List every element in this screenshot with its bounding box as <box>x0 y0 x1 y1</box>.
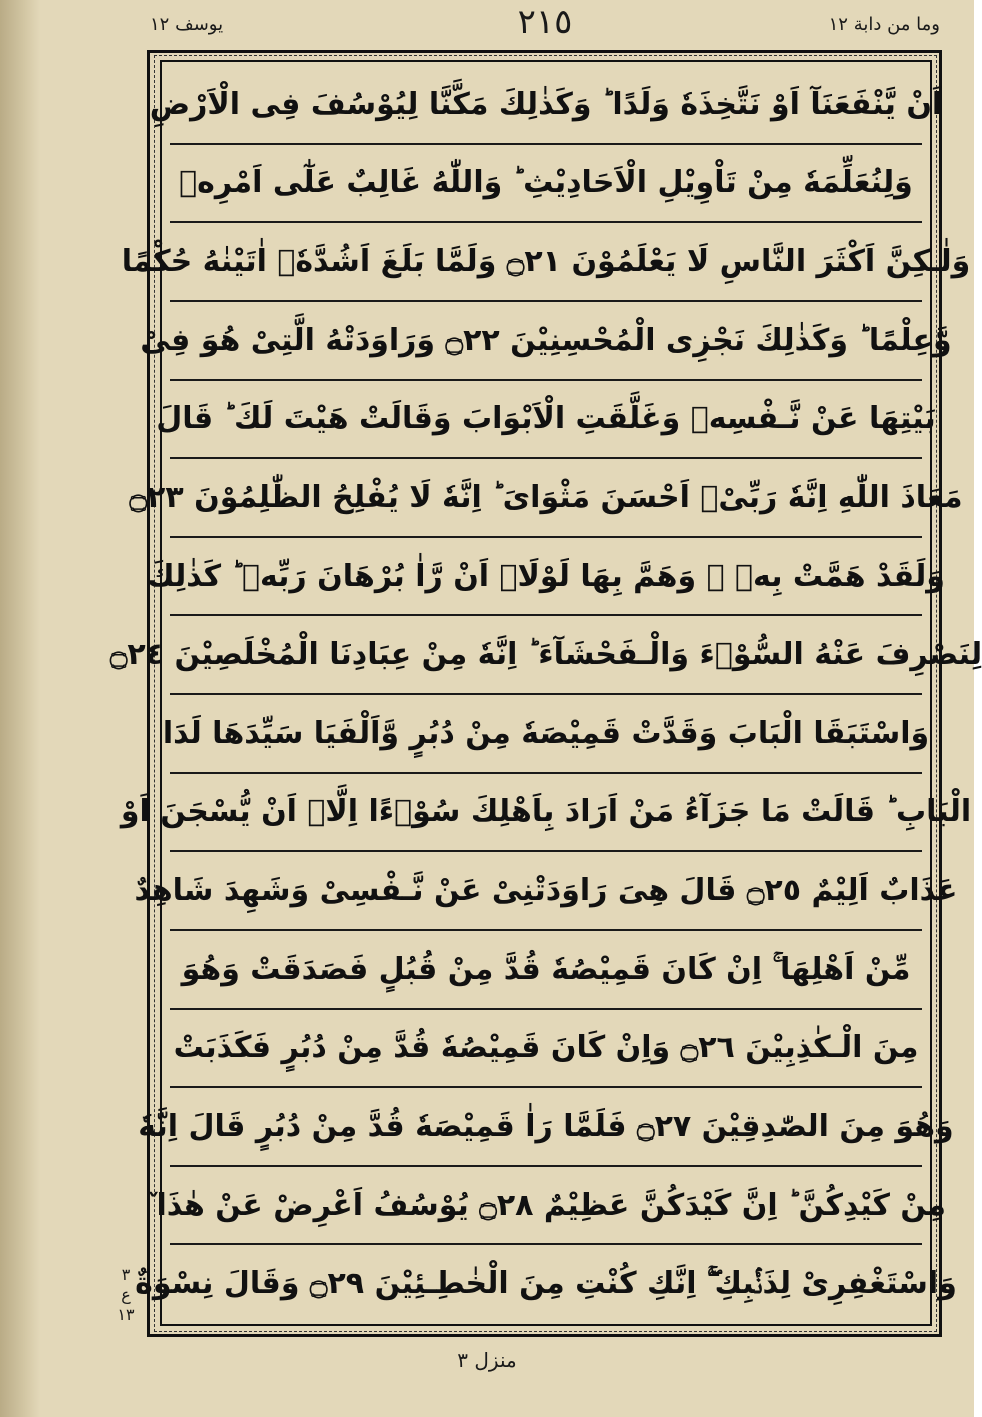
page-header <box>150 0 940 50</box>
verse-line: لِنَصْرِفَ عَنْهُ السُّوْۤءَ وَالْـفَحْشَآءَ ؕ اِنَّهٗ مِنْ عِبَادِنَا الْمُخْلَصِيْنَ ۝٢٤ <box>170 616 922 695</box>
ruku-marker-line: ١٣ <box>117 1305 135 1324</box>
juz-label: وما من دابة ١٢ <box>828 14 940 35</box>
verse-line: وَّعِلْمًا ؕ وَكَذٰلِكَ نَجْزِى الْمُحْسِنِيْنَ ۝٢٢ وَرَاوَدَتْهُ الَّتِىْ هُوَ فِىْ <box>170 302 922 381</box>
verse-line: الْبَابِ ؕ قَالَتْ مَا جَزَآءُ مَنْ اَرَادَ بِاَهْلِكَ سُوْۤءًا اِلَّاۤ اَنْ يُّسْجَنَ اَوْ <box>170 774 922 853</box>
surah-label: يوسف ١٢ <box>150 14 224 35</box>
verse-line: وَاسْتَغْفِرِىْ لِذَنْۢبِكِ ۖۚ اِنَّكِ كُنْتِ مِنَ الْخٰطِـئِيْنَ ۝٢٩ وَقَالَ نِسْوَةٌ <box>135 1266 957 1302</box>
verse-line: اَنْ يَّنْفَعَنَآ اَوْ نَتَّخِذَهٗ وَلَدًا ؕ وَكَذٰلِكَ مَكَّنَّا لِيُوْسُفَ فِى الْاَرْضِ <box>170 66 922 145</box>
verse-line: مِنْ كَيْدِكُنَّ ؕ اِنَّ كَيْدَكُنَّ عَظِيْمٌ ۝٢٨ يُوْسُفُ اَعْرِضْ عَنْ هٰذَا ٚ <box>170 1167 922 1246</box>
verse-line: وَلٰـكِنَّ اَكْثَرَ النَّاسِ لَا يَعْلَمُوْنَ ۝٢١ وَلَمَّا بَلَغَ اَشُدَّهٗۤ اٰتَيْنٰهُ حُكْمًا <box>170 223 922 302</box>
ruku-marker-line: ٣ <box>121 1265 131 1284</box>
verse-line: عَذَابٌ اَلِيْمٌ ۝٢٥ قَالَ هِىَ رَاوَدَتْنِىْ عَنْ نَّـفْسِىْ وَشَهِدَ شَاهِدٌ <box>170 852 922 931</box>
page-gutter <box>0 0 40 1417</box>
ruku-marker-line: ع <box>121 1285 131 1304</box>
verse-line: وَلَقَدْ هَمَّتْ بِهٖ ۚ وَهَمَّ بِهَا لَوْلَاۤ اَنْ رَّاٰ بُرْهَانَ رَبِّهٖ ؕ كَذٰلِكَ <box>170 538 922 617</box>
manzil-footer: منزل ٣ <box>457 1348 517 1372</box>
verse-line: وَاسْتَبَقَا الْبَابَ وَقَدَّتْ قَمِيْصَهٗ مِنْ دُبُرٍ وَّاَلْفَيَا سَيِّدَهَا لَدَا <box>170 695 922 774</box>
verse-line: مَعَاذَ اللّٰهِ اِنَّهٗ رَبِّىْۤ اَحْسَنَ مَثْوَاىَ ؕ اِنَّهٗ لَا يُفْلِحُ الظّٰلِمُوْنَ ۝٢٣ <box>170 459 922 538</box>
verse-line: مِّنْ اَهْلِهَا ۚ اِنْ كَانَ قَمِيْصُهٗ قُدَّ مِنْ قُبُلٍ فَصَدَقَتْ وَهُوَ <box>170 931 922 1010</box>
verse-line: وَلِنُعَلِّمَهٗ مِنْ تَاْوِيْلِ الْاَحَادِيْثِ ؕ وَاللّٰهُ غَالِبٌ عَلٰٓى اَمْرِهٖ <box>170 145 922 224</box>
verse-line: مِنَ الْـكٰذِبِيْنَ ۝٢٦ وَاِنْ كَانَ قَمِيْصُهٗ قُدَّ مِنْ دُبُرٍ فَكَذَبَتْ <box>170 1010 922 1089</box>
ruku-marker <box>108 1265 144 1325</box>
page-number: ٢١٥ <box>517 2 573 42</box>
verse-line: بَيْتِهَا عَنْ نَّـفْسِهٖ وَغَلَّقَتِ الْاَبْوَابَ وَقَالَتْ هَيْتَ لَكَ ؕ قَالَ <box>170 381 922 460</box>
verse-line: وَهُوَ مِنَ الصّٰدِقِيْنَ ۝٢٧ فَلَمَّا رَاٰ قَمِيْصَهٗ قُدَّ مِنْ دُبُرٍ قَالَ اِنَّهٗ <box>170 1088 922 1167</box>
